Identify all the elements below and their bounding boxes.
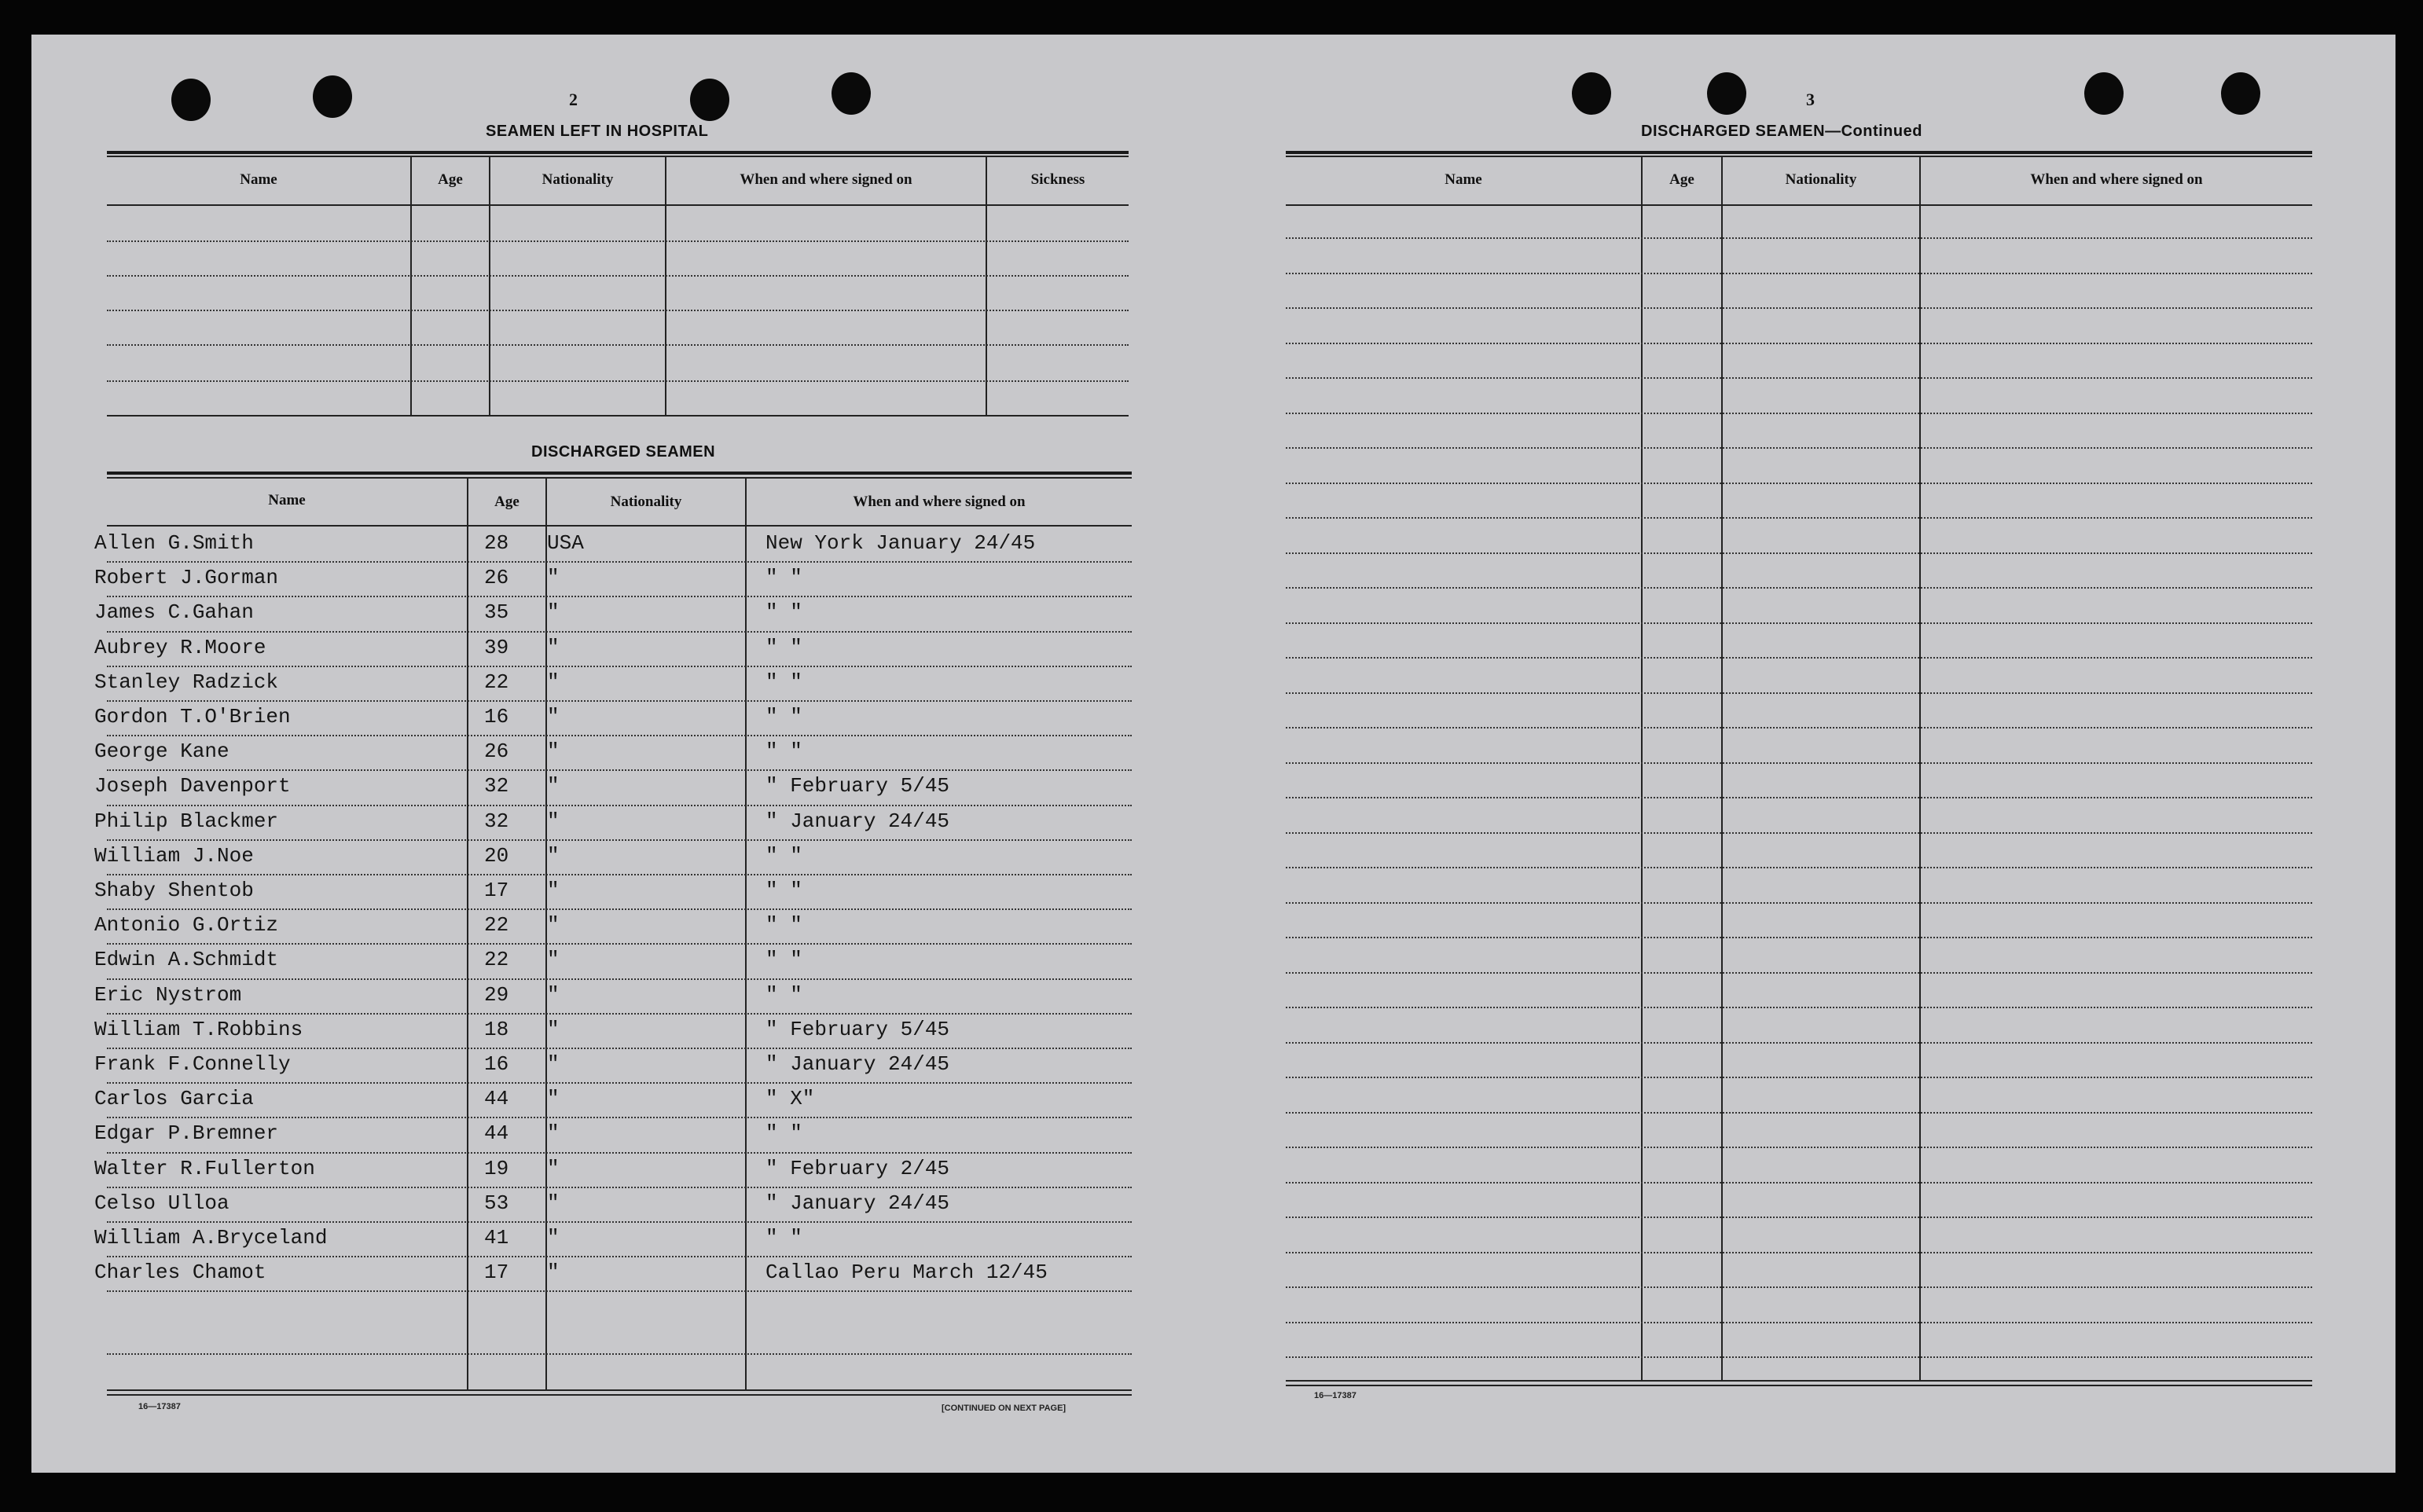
blank-row-line	[1286, 832, 2312, 834]
cell-name: Gordon T.O'Brien	[94, 705, 291, 728]
punch-hole	[1572, 72, 1611, 115]
cell-age: 16	[484, 705, 509, 728]
cell-name: Philip Blackmer	[94, 809, 279, 833]
cell-age: 28	[484, 531, 509, 555]
blank-row-line	[1286, 377, 2312, 379]
cell-age: 29	[484, 982, 509, 1007]
cell-signed-on: " "	[765, 705, 802, 728]
blank-row-line	[1286, 1147, 2312, 1148]
cell-signed-on: " "	[765, 635, 802, 659]
cell-signed-on: " January 24/45	[765, 809, 950, 833]
blank-row-line	[1286, 1042, 2312, 1044]
punch-hole	[313, 75, 352, 118]
cell-signed-on: " "	[765, 566, 802, 590]
blank-row-line	[1286, 692, 2312, 694]
cell-name: Edgar P.Bremner	[94, 1121, 279, 1146]
blank-row-line	[1286, 937, 2312, 938]
cell-name: James C.Gahan	[94, 600, 254, 625]
hospital-header-signed-on: When and where signed on	[740, 171, 912, 188]
cell-name: Shaby Shentob	[94, 879, 254, 902]
cell-nationality: "	[547, 1087, 560, 1111]
blank-row-line	[1286, 1322, 2312, 1323]
blank-row-line	[1286, 727, 2312, 728]
cell-nationality: "	[547, 1191, 560, 1215]
cell-age: 18	[484, 1017, 509, 1041]
discharged-header-age: Age	[494, 494, 519, 510]
blank-row-line	[1286, 867, 2312, 868]
cell-age: 35	[484, 600, 509, 625]
cell-name: Celso Ulloa	[94, 1191, 229, 1215]
blank-row-line	[1286, 587, 2312, 589]
cell-age: 26	[484, 739, 509, 764]
cell-name: Walter R.Fullerton	[94, 1156, 315, 1180]
cell-nationality: "	[547, 879, 560, 902]
continued-title-suffix: —Continued	[1825, 123, 1922, 140]
cell-nationality: "	[547, 1226, 560, 1250]
cell-name: Eric Nystrom	[94, 982, 242, 1007]
punch-hole	[832, 72, 871, 115]
blank-row-line	[1286, 447, 2312, 449]
discharged-header-name: Name	[268, 492, 306, 508]
cell-signed-on: New York January 24/45	[765, 531, 1036, 555]
cell-name: William A.Bryceland	[94, 1226, 328, 1250]
cell-nationality: "	[547, 809, 560, 833]
cell-nationality: "	[547, 635, 560, 659]
cell-nationality: "	[547, 1121, 560, 1146]
cell-signed-on: " "	[765, 1121, 802, 1146]
blank-row-line	[1286, 797, 2312, 798]
cell-nationality: "	[547, 600, 560, 625]
blank-row-line	[1286, 622, 2312, 624]
cell-nationality: "	[547, 1052, 560, 1076]
cell-name: Antonio G.Ortiz	[94, 913, 279, 938]
form-number-right: 16—17387	[1314, 1391, 1357, 1400]
cell-age: 32	[484, 809, 509, 833]
punch-hole	[1707, 72, 1746, 115]
blank-row-line	[1286, 552, 2312, 554]
form-number-left: 16—17387	[138, 1402, 181, 1411]
cell-signed-on: " February 2/45	[765, 1156, 950, 1180]
punch-hole	[690, 79, 729, 121]
blank-row-line	[1286, 1356, 2312, 1358]
continued-header-nationality: Nationality	[1785, 171, 1857, 188]
blank-row-line	[1286, 657, 2312, 659]
blank-row-line	[1286, 413, 2312, 414]
page-number-right: 3	[1806, 90, 1815, 109]
cell-signed-on: " February 5/45	[765, 1017, 950, 1041]
blank-row-line	[1286, 307, 2312, 309]
cell-nationality: "	[547, 843, 560, 868]
cell-nationality: "	[547, 774, 560, 798]
cell-signed-on: " February 5/45	[765, 774, 950, 798]
cell-name: Allen G.Smith	[94, 531, 254, 555]
page-number-left: 2	[569, 90, 578, 109]
cell-nationality: "	[547, 1261, 560, 1285]
blank-row-line	[1286, 237, 2312, 239]
cell-name: Aubrey R.Moore	[94, 635, 266, 659]
cell-age: 53	[484, 1191, 509, 1215]
cell-nationality: "	[547, 1156, 560, 1180]
cell-signed-on: " January 24/45	[765, 1052, 950, 1076]
cell-signed-on: " "	[765, 1226, 802, 1250]
blank-row-line	[1286, 972, 2312, 974]
cell-name: William T.Robbins	[94, 1017, 303, 1041]
continued-section-title	[1641, 123, 1922, 141]
continued-header-name: Name	[1445, 171, 1482, 188]
blank-row-line	[1286, 1286, 2312, 1288]
discharged-header-nationality: Nationality	[610, 494, 682, 510]
blank-row-line	[1286, 1007, 2312, 1008]
cell-signed-on: " "	[765, 982, 802, 1007]
cell-name: Stanley Radzick	[94, 670, 279, 694]
cell-nationality: "	[547, 913, 560, 938]
cell-name: William J.Noe	[94, 843, 254, 868]
cell-signed-on: " "	[765, 948, 802, 972]
cell-nationality: "	[547, 982, 560, 1007]
cell-age: 44	[484, 1121, 509, 1146]
hospital-header-age: Age	[438, 171, 463, 188]
continued-header-age: Age	[1669, 171, 1694, 188]
cell-name: George Kane	[94, 739, 229, 764]
cell-signed-on: " X"	[765, 1087, 815, 1111]
blank-row-line	[1286, 343, 2312, 344]
cell-age: 41	[484, 1226, 509, 1250]
cell-nationality: "	[547, 1017, 560, 1041]
discharged-header-signed-on: When and where signed on	[853, 494, 1026, 510]
discharged-section-title: DISCHARGED SEAMEN	[531, 443, 716, 461]
cell-nationality: "	[547, 705, 560, 728]
cell-age: 32	[484, 774, 509, 798]
punch-hole	[2084, 72, 2124, 115]
cell-name: Carlos Garcia	[94, 1087, 254, 1111]
cell-signed-on: " "	[765, 600, 802, 625]
cell-age: 26	[484, 566, 509, 590]
cell-name: Frank F.Connelly	[94, 1052, 291, 1076]
blank-row-line	[1286, 1182, 2312, 1184]
cell-age: 16	[484, 1052, 509, 1076]
blank-row-line	[1286, 273, 2312, 274]
cell-name: Joseph Davenport	[94, 774, 291, 798]
cell-age: 22	[484, 670, 509, 694]
punch-hole	[171, 79, 211, 121]
blank-row-line	[1286, 483, 2312, 484]
cell-signed-on: " "	[765, 913, 802, 938]
cell-signed-on: " January 24/45	[765, 1191, 950, 1215]
cell-nationality: "	[547, 566, 560, 590]
cell-age: 39	[484, 635, 509, 659]
cell-nationality: USA	[547, 531, 584, 555]
continued-title-main: DISCHARGED SEAMEN	[1641, 123, 1826, 140]
cell-signed-on: " "	[765, 739, 802, 764]
hospital-header-name: Name	[240, 171, 277, 188]
hospital-header-nationality: Nationality	[542, 171, 614, 188]
hospital-header-sickness: Sickness	[1030, 171, 1085, 188]
cell-nationality: "	[547, 948, 560, 972]
continued-header-signed-on: When and where signed on	[2030, 171, 2203, 188]
cell-signed-on: " "	[765, 879, 802, 902]
cell-age: 22	[484, 948, 509, 972]
cell-name: Charles Chamot	[94, 1261, 266, 1285]
cell-age: 20	[484, 843, 509, 868]
continued-note: [CONTINUED ON NEXT PAGE]	[942, 1404, 1066, 1413]
cell-age: 22	[484, 913, 509, 938]
blank-row-line	[1286, 902, 2312, 904]
blank-row-line	[1286, 1217, 2312, 1218]
blank-row-line	[1286, 1112, 2312, 1114]
cell-name: Edwin A.Schmidt	[94, 948, 279, 972]
blank-row-line	[1286, 762, 2312, 764]
cell-signed-on: " "	[765, 843, 802, 868]
cell-signed-on: Callao Peru March 12/45	[765, 1261, 1048, 1285]
cell-age: 19	[484, 1156, 509, 1180]
punch-hole	[2221, 72, 2260, 115]
blank-row-line	[1286, 1252, 2312, 1253]
blank-row-line	[1286, 517, 2312, 519]
blank-row-line	[1286, 1077, 2312, 1078]
cell-nationality: "	[547, 670, 560, 694]
cell-age: 17	[484, 1261, 509, 1285]
cell-age: 44	[484, 1087, 509, 1111]
cell-signed-on: " "	[765, 670, 802, 694]
cell-age: 17	[484, 879, 509, 902]
cell-nationality: "	[547, 739, 560, 764]
cell-name: Robert J.Gorman	[94, 566, 279, 590]
hospital-section-title: SEAMEN LEFT IN HOSPITAL	[486, 123, 709, 140]
